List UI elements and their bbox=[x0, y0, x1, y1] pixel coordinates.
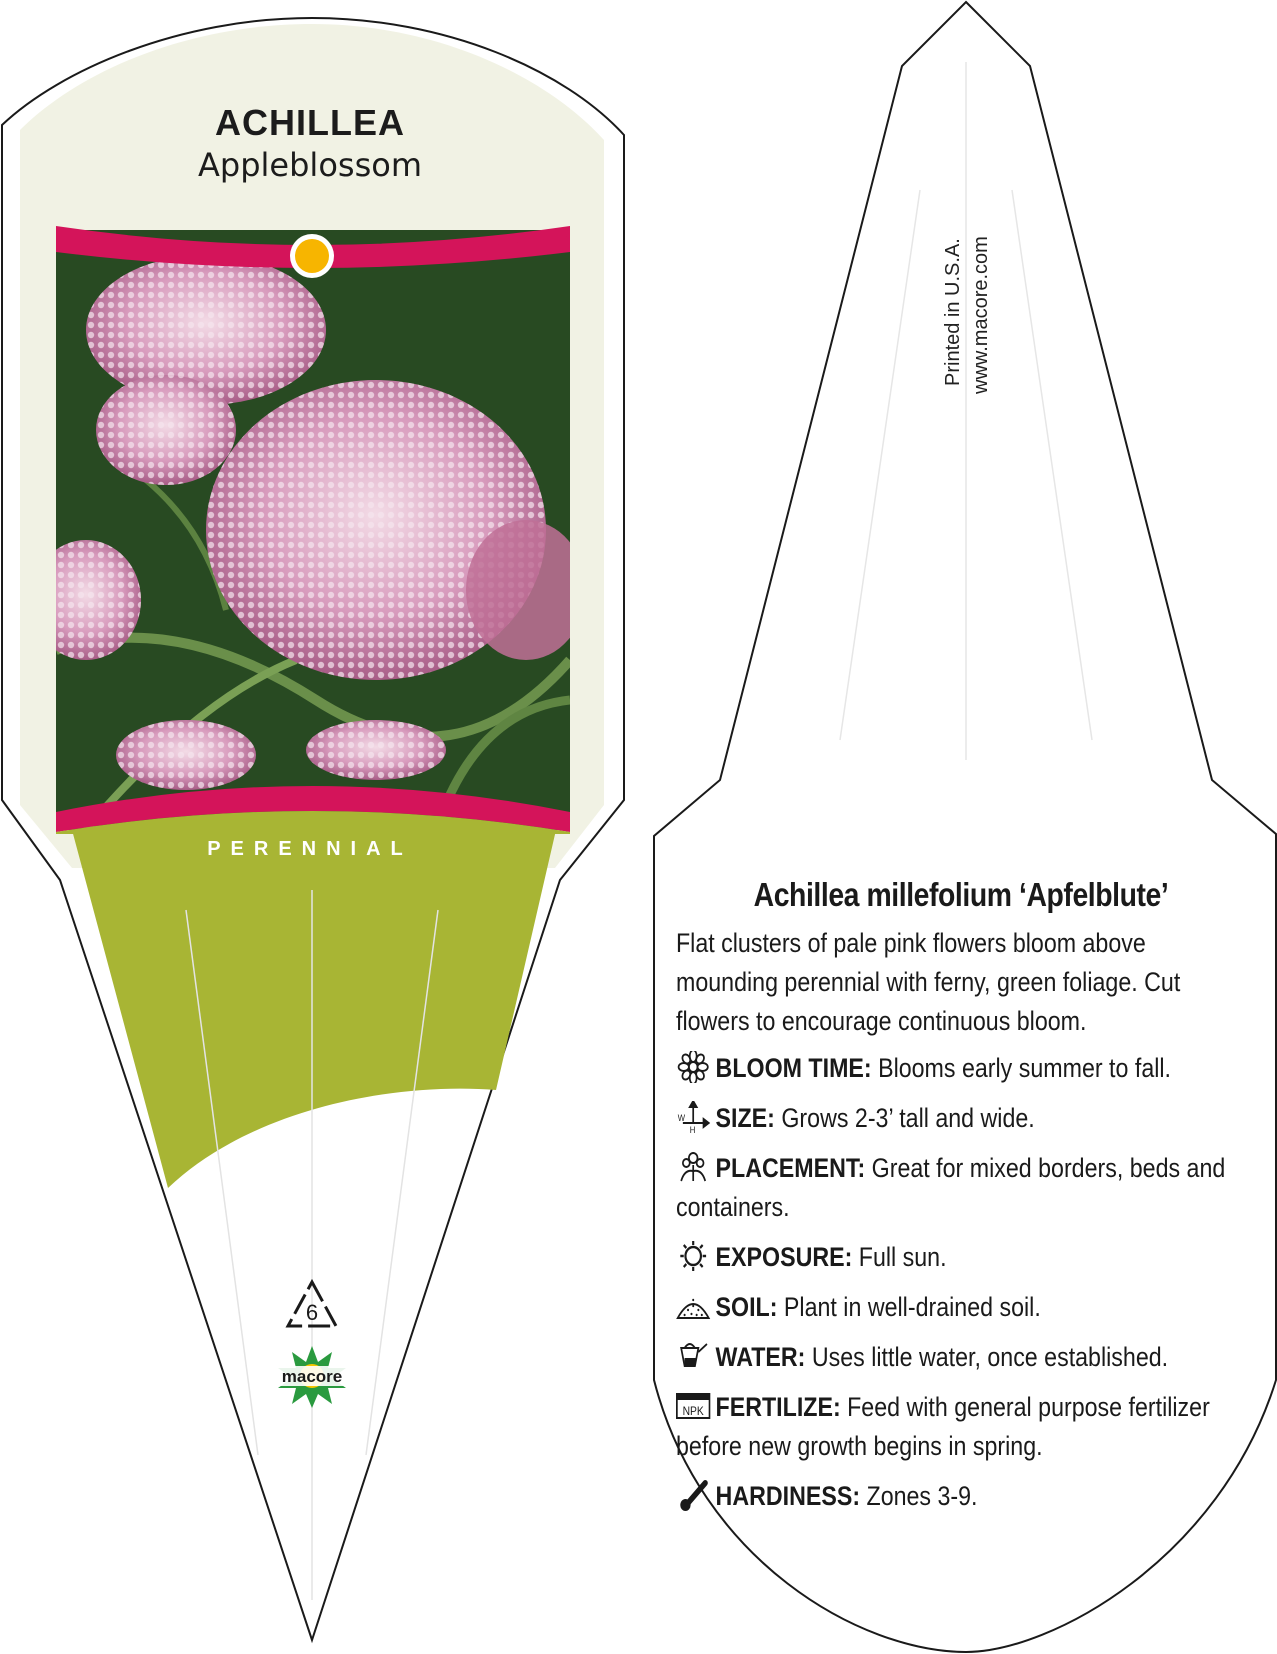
care-text: Uses little water, once established. bbox=[805, 1342, 1169, 1372]
care-exposure bbox=[676, 1238, 1244, 1277]
botanical-name: Achillea millefolium ‘Apfelblute’ bbox=[753, 876, 1169, 913]
thermometer-icon bbox=[676, 1479, 710, 1511]
care-hardiness bbox=[676, 1477, 1244, 1516]
genus-title: ACHILLEA bbox=[215, 102, 405, 143]
care-label: WATER: bbox=[715, 1342, 806, 1372]
care-text: Blooms early summer to fall. bbox=[871, 1053, 1172, 1083]
care-soil bbox=[676, 1288, 1244, 1327]
recycle-number: 6 bbox=[305, 1300, 319, 1325]
website-text: www.macore.com bbox=[970, 236, 992, 394]
care-label: EXPOSURE: bbox=[715, 1242, 853, 1272]
svg-text:NPK: NPK bbox=[682, 1405, 704, 1419]
plant-description: Flat clusters of pale pink flowers bloom above mounding perennial with ferny, green foliage. Cut flowers to encourage continuous bloom. bbox=[676, 928, 1181, 1036]
variety-title: Appleblossom bbox=[198, 146, 422, 184]
svg-text:H: H bbox=[689, 1124, 696, 1133]
flower-icon bbox=[676, 1051, 710, 1083]
care-text: Feed with general purpose fertilizer before new growth begins in spring. bbox=[676, 1392, 1210, 1461]
care-info bbox=[676, 876, 1246, 1527]
care-water bbox=[676, 1338, 1244, 1377]
care-bloom-time bbox=[676, 1049, 1244, 1088]
care-label: PLACEMENT: bbox=[715, 1153, 866, 1183]
npk-icon bbox=[676, 1390, 710, 1422]
placement-icon bbox=[676, 1151, 710, 1183]
care-size bbox=[676, 1099, 1244, 1138]
watering-can-icon bbox=[676, 1340, 710, 1372]
care-text: Full sun. bbox=[852, 1242, 947, 1272]
care-label: BLOOM TIME: bbox=[715, 1053, 872, 1083]
brand-name: macore bbox=[281, 1367, 343, 1386]
category-label: PERENNIAL bbox=[207, 838, 413, 860]
care-text: Plant in well-drained soil. bbox=[777, 1292, 1041, 1322]
care-label: SIZE: bbox=[715, 1103, 775, 1133]
printed-in-text: Printed in U.S.A. bbox=[942, 238, 964, 386]
size-icon bbox=[676, 1101, 710, 1133]
soil-icon bbox=[676, 1290, 710, 1322]
care-fertilize bbox=[676, 1388, 1244, 1466]
care-text: Grows 2-3’ tall and wide. bbox=[774, 1103, 1035, 1133]
care-text: Great for mixed borders, beds and containers. bbox=[676, 1153, 1226, 1222]
care-label: HARDINESS: bbox=[715, 1481, 861, 1511]
care-placement bbox=[676, 1149, 1244, 1227]
svg-text:W: W bbox=[677, 1112, 686, 1124]
care-label: FERTILIZE: bbox=[715, 1392, 841, 1422]
sun-icon bbox=[676, 1240, 710, 1272]
care-label: SOIL: bbox=[715, 1292, 778, 1322]
care-text: Zones 3-9. bbox=[860, 1481, 978, 1511]
